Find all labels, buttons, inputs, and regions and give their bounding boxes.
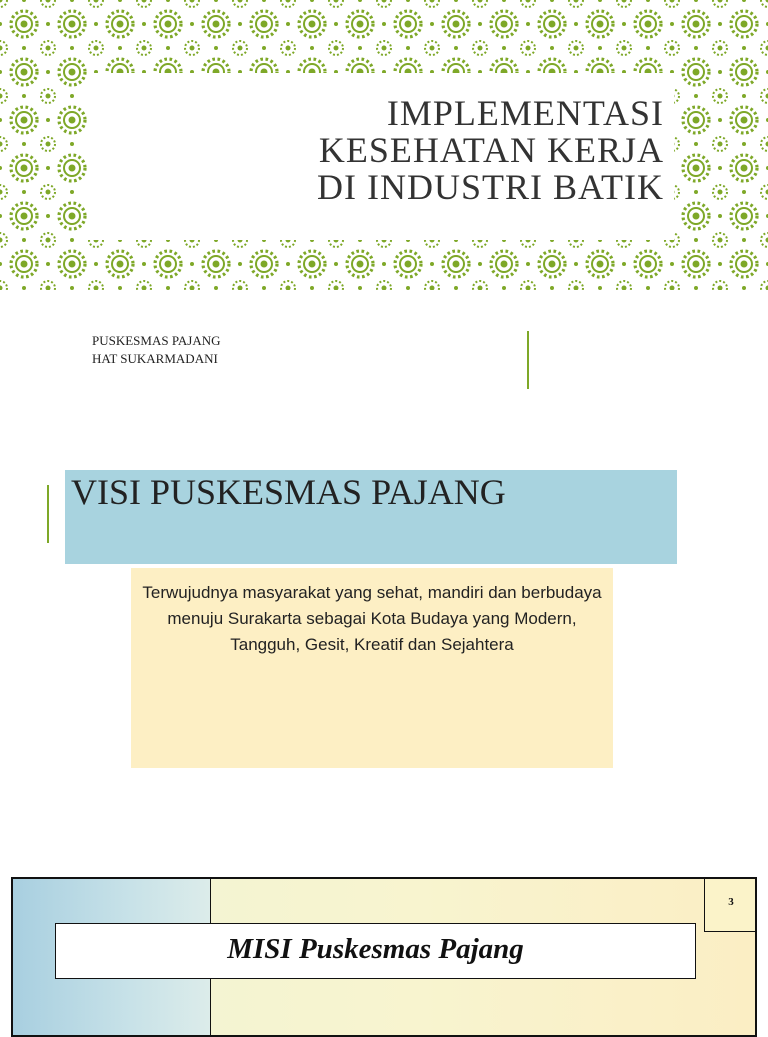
- visi-text-box: [131, 568, 613, 768]
- accent-divider: [47, 485, 49, 543]
- misi-title-box: [55, 923, 696, 979]
- title-line: IMPLEMENTASI: [386, 93, 664, 133]
- misi-slide: [11, 877, 757, 1037]
- slide-title: [317, 95, 664, 206]
- subtitle-line: PUSKESMAS PAJANG: [92, 333, 221, 348]
- title-slide: [0, 0, 768, 290]
- visi-title-band: [65, 470, 677, 564]
- title-line: DI INDUSTRI BATIK: [317, 167, 664, 207]
- visi-title: VISI PUSKESMAS PAJANG: [71, 472, 506, 512]
- subtitle-line: HAT SUKARMADANI: [92, 351, 218, 366]
- visi-text: Terwujudnya masyarakat yang sehat, mandiri dan berbudaya menuju Surakarta sebagai Kota Budaya yang Modern, Tangguh, Gesit, Kreatif dan Sejahtera: [142, 583, 602, 654]
- page-number-box: [704, 879, 757, 932]
- page-number: 3: [728, 896, 734, 908]
- misi-title: MISI Puskesmas Pajang: [227, 933, 524, 965]
- accent-divider: [527, 331, 529, 389]
- title-box: [88, 73, 674, 240]
- slide-subtitle: [92, 332, 220, 368]
- title-line: KESEHATAN KERJA: [318, 130, 664, 170]
